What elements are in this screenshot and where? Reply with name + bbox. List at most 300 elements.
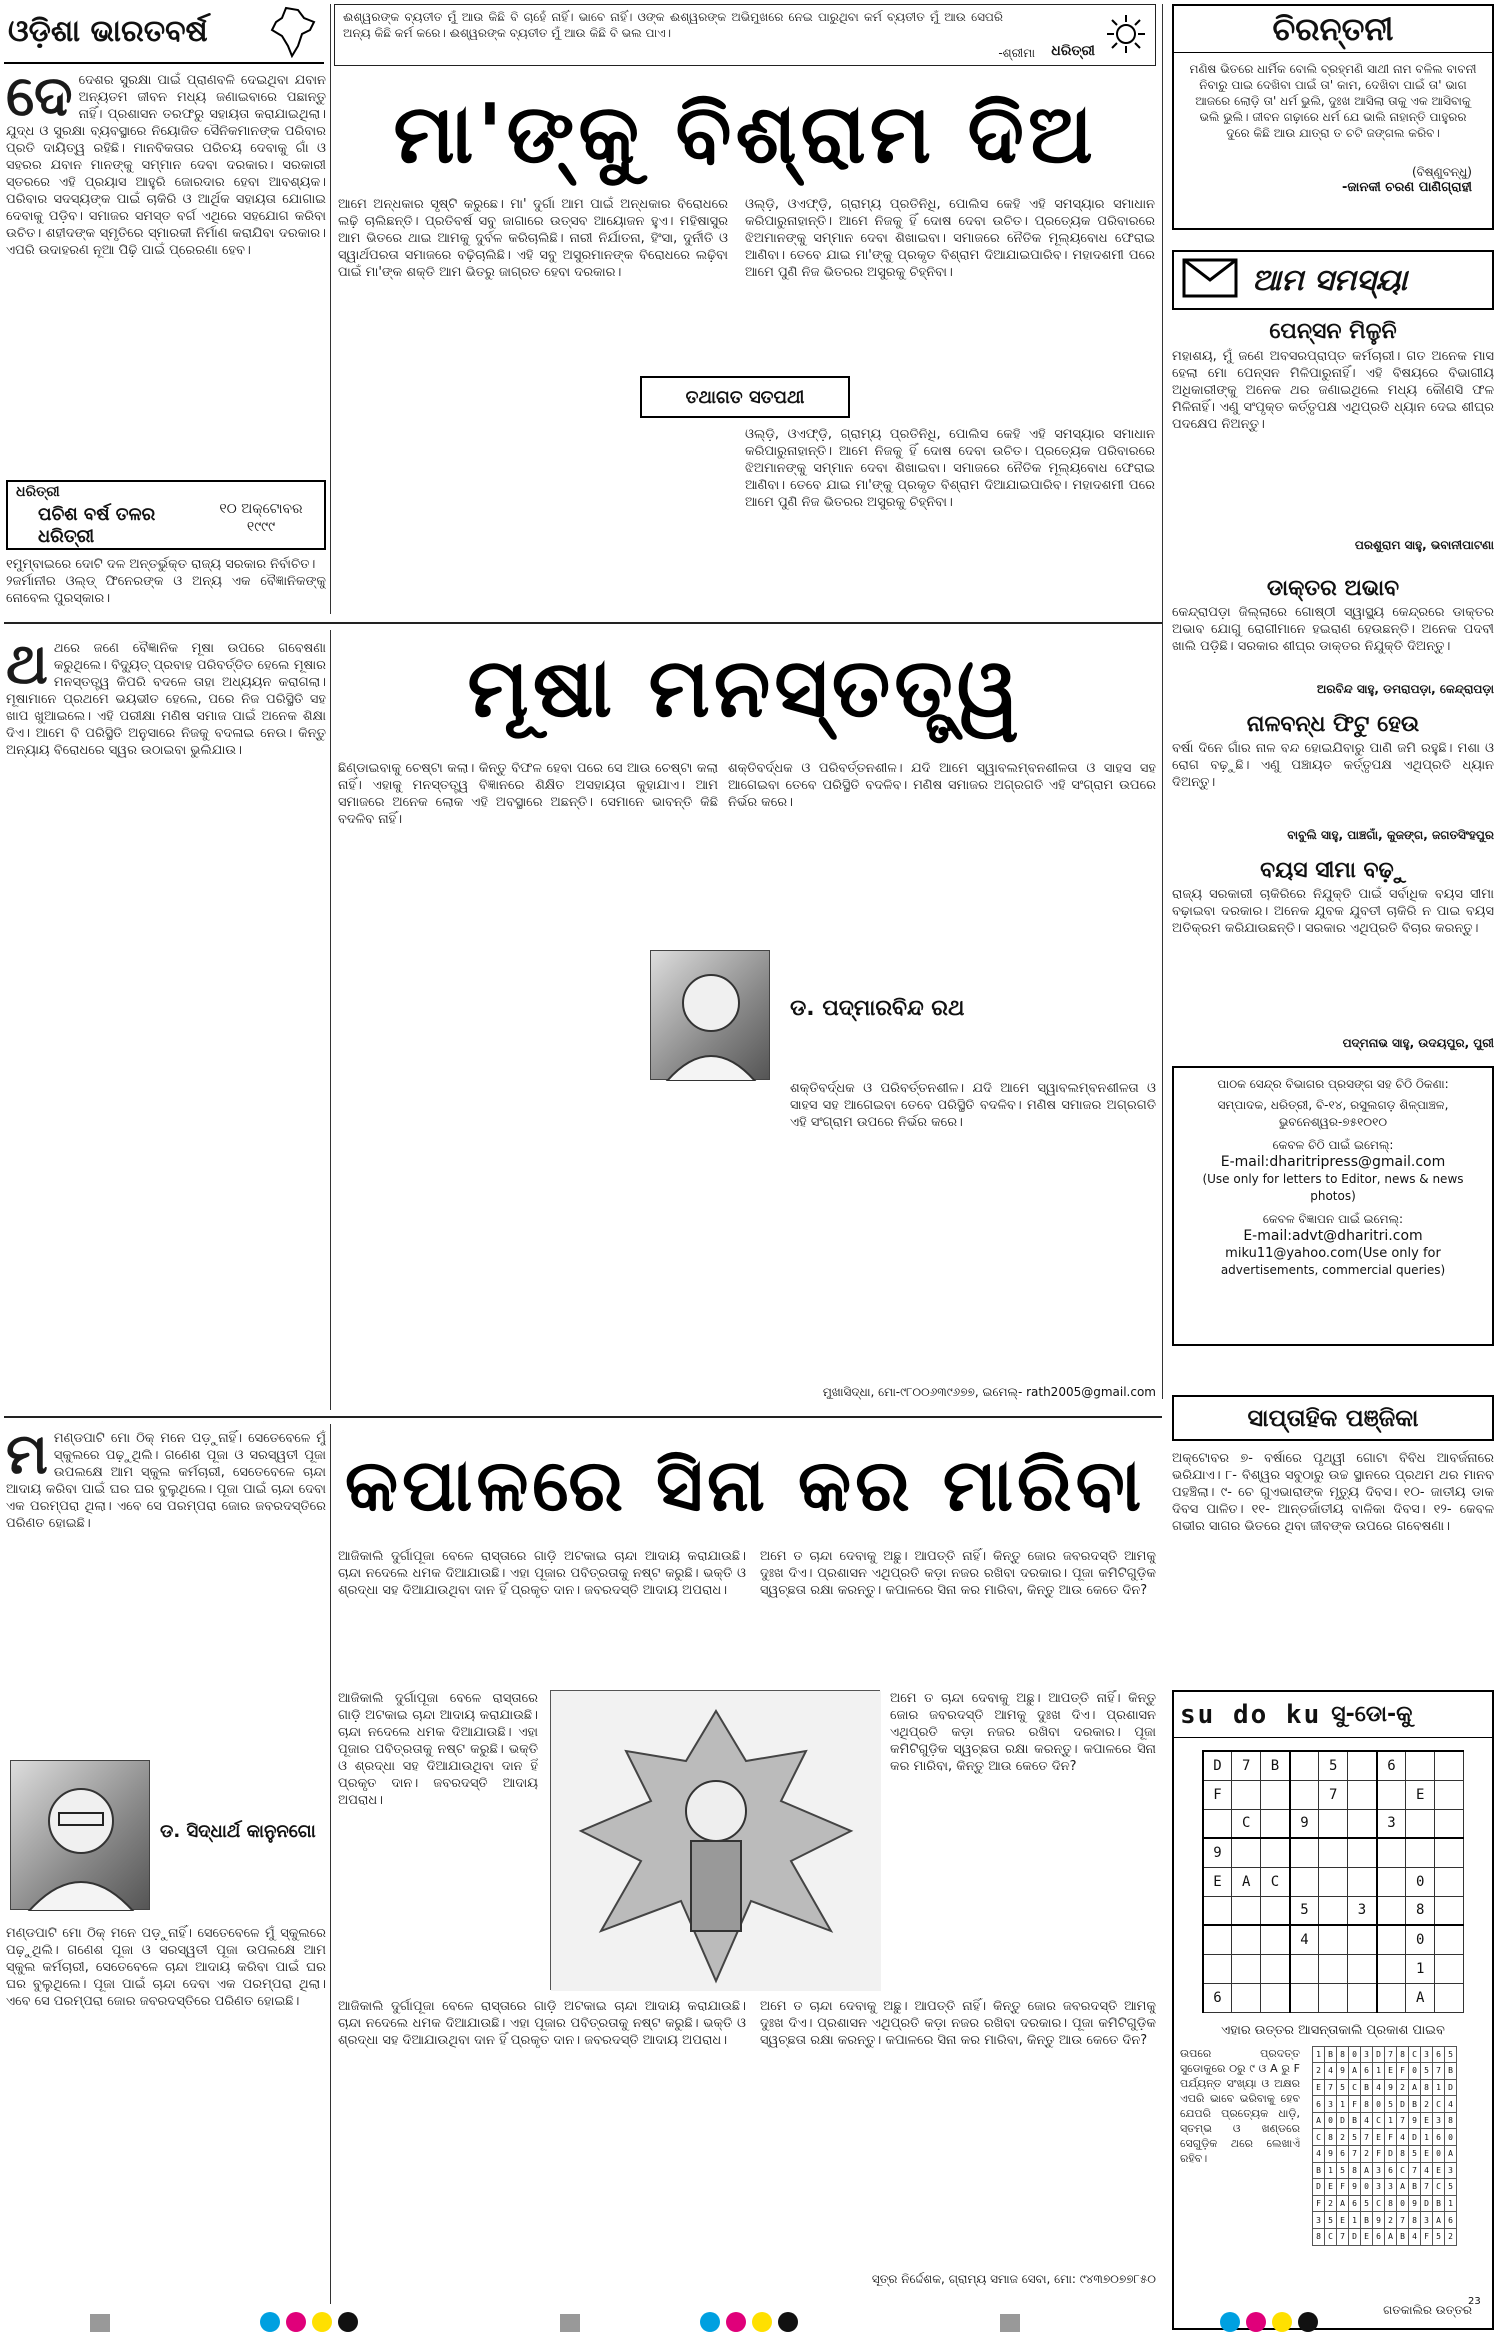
logo-text: ଓଡ଼ିଶା ଭାରତବର୍ଷ: [8, 14, 208, 49]
solution-cell: A: [1385, 2228, 1397, 2245]
color-dot-black: [1298, 2312, 1318, 2332]
solution-cell: 1: [1337, 2096, 1349, 2113]
solution-cell: 9: [1337, 2063, 1349, 2080]
grey-mark: [90, 2314, 110, 2332]
sudoku-cell: [1203, 1896, 1232, 1925]
solution-cell: 5: [1385, 2096, 1397, 2113]
letter-author: ପଦ୍ମନାଭ ସାହୁ, ଉଦୟପୁର, ପୁରୀ: [1342, 1036, 1494, 1050]
sudoku-title-bar: [1174, 1692, 1492, 1738]
solution-cell: E: [1421, 2145, 1433, 2162]
solution-cell: 1: [1421, 2129, 1433, 2146]
solution-cell: A: [1313, 2112, 1325, 2129]
sudoku-cell: 0: [1406, 1925, 1435, 1954]
solution-cell: 5: [1445, 2046, 1457, 2063]
chirantani-author: -ଜାନକୀ ଚରଣ ପାଣିଗ୍ରାହୀ: [1342, 180, 1472, 195]
solution-cell: E: [1325, 2179, 1337, 2196]
solution-cell: 6: [1361, 2063, 1373, 2080]
solution-cell: 6: [1433, 2129, 1445, 2146]
sudoku-cell: D: [1203, 1751, 1232, 1780]
musha-signature: ମୁଖାସିଦ୍ଧା, ମୋ-୯୮୦୦୬୩୯୬୭୭, ଇମେଲ୍- rath2005@gmail.com: [822, 1385, 1156, 1399]
solution-cell: B: [1445, 2063, 1457, 2080]
sudoku-cell: [1203, 1954, 1232, 1983]
solution-cell: 8: [1349, 2162, 1361, 2179]
color-dot-black: [338, 2312, 358, 2332]
sudoku-cell: [1348, 1954, 1377, 1983]
dropcap: ଦେ: [6, 72, 73, 129]
letter-text: ରାଜ୍ୟ ସରକାରୀ ଚାକିରିରେ ନିଯୁକ୍ତି ପାଇଁ ସର୍ବାଧିକ ବୟସ ସୀମା ବଢ଼ାଇବା ଦରକାର। ଅନେକ ଯୁବକ ଯୁବତୀ ଚାକିରି ନ ପାଇ ବୟସ ଅତିକ୍ରମ କରିଯାଉଛନ୍ତି। ସରକାର ଏଥିପ୍ରତି ବିଚାର କରନ୍ତୁ।: [1172, 887, 1494, 936]
sudoku-cell: A: [1232, 1867, 1261, 1896]
kapal-signature: ସୂତ୍ର ନିର୍ଦ୍ଦେଶକ, ଗ୍ରାମ୍ୟ ସମାଜ ସେବା, ମୋ: ୯୪୩୭୦୭୭୮୫୦: [871, 2272, 1156, 2286]
contact-email[interactable]: miku11@yahoo.com(Use only for: [1225, 1246, 1441, 1261]
sudoku-prev-label: ଗତକାଲିର ଉତ୍ତର: [1383, 2303, 1472, 2317]
sudoku-cell: [1203, 1925, 1232, 1954]
solution-cell: 7: [1337, 2228, 1349, 2245]
solution-cell: 1: [1385, 2112, 1397, 2129]
musha-byline: ଡ. ପଦ୍ମାରବିନ୍ଦ ରଥ: [790, 996, 965, 1021]
contact-intro: ପାଠକ ସେନ୍ଦ୍ର ବିଭାଗର ପ୍ରସଙ୍ଗ ସହ ଚିଠି ଠିକଣା:: [1217, 1077, 1449, 1091]
solution-cell: B: [1361, 2212, 1373, 2229]
solution-cell: 9: [1409, 2195, 1421, 2212]
letter-doctor: [1172, 574, 1494, 704]
solution-cell: A: [1397, 2179, 1409, 2196]
quote-text: ଈଶ୍ୱରଙ୍କ ବ୍ୟତୀତ ମୁଁ ଆଉ କିଛି ବି ଚାହେଁ ନାହିଁ। ଭାବେ ନାହିଁ। ଓଙ୍କ ଈଶ୍ୱରଙ୍କ ଅଭିମୁଖରେ ନେଇ ପାରୁଥିବା କର୍ମ ବ୍ୟତୀତ ମୁଁ ଆଉ ସେପରି ଅନ୍ୟ କିଛି କର୍ମ କରେ। ଈଶ୍ୱରଙ୍କ ବ୍ୟତୀତ ମୁଁ ଆଉ କିଛି ବି ଭଲ ପାଏ।: [343, 10, 1003, 40]
solution-cell: E: [1361, 2228, 1373, 2245]
color-dot-yellow: [752, 2312, 772, 2332]
quote-brand: ଧରିତ୍ରୀ: [1051, 43, 1095, 59]
solution-cell: 7: [1409, 2162, 1421, 2179]
musha-col3b: ଶକ୍ତିବର୍ଦ୍ଧକ ଓ ପରିବର୍ତ୍ତନଶୀଳ। ଯଦି ଆମେ ସ୍ୱାବଲମ୍ବନଶୀଳତା ଓ ସାହସ ସହ ଆଗେଇବା ତେବେ ପରିସ୍ଥିତି ବଦଳିବ। ମଣିଷ ସମାଜର ଅଗ୍ରଗତି ଏହି ସଂଗ୍ରାମ ଉପରେ ନିର୍ଭର କରେ।: [790, 1081, 1156, 1130]
sun-emblem-icon: [1105, 13, 1147, 55]
solution-cell: 8: [1409, 2212, 1421, 2229]
solution-cell: A: [1349, 2063, 1361, 2080]
sudoku-cell: [1377, 1838, 1406, 1867]
solution-cell: C: [1373, 2112, 1385, 2129]
solution-cell: 2: [1445, 2228, 1457, 2245]
sudoku-cell: [1232, 1983, 1261, 2012]
print-marks-cmyk-2: [700, 2312, 804, 2332]
print-marks-mid: [560, 2314, 580, 2332]
solution-cell: C: [1409, 2046, 1421, 2063]
contact-note: (Use only for letters to Editor, news & news photos): [1202, 1172, 1464, 1203]
solution-cell: A: [1445, 2145, 1457, 2162]
sudoku-cell: 9: [1290, 1809, 1319, 1838]
sudoku-cell: [1377, 1925, 1406, 1954]
solution-cell: 3: [1421, 2046, 1433, 2063]
solution-cell: 5: [1445, 2179, 1457, 2196]
letter-drain: [1172, 710, 1494, 850]
solution-cell: 3: [1385, 2179, 1397, 2196]
contact-email-label: କେବଳ ଚିଠି ପାଇଁ ଇମେଲ୍:: [1272, 1138, 1394, 1152]
sudoku-cell: 4: [1290, 1925, 1319, 1954]
solution-cell: C: [1325, 2228, 1337, 2245]
solution-cell: D: [1397, 2096, 1409, 2113]
quote-box: [334, 4, 1156, 66]
sudoku-cell: 9: [1203, 1838, 1232, 1867]
sudoku-cell: [1377, 1867, 1406, 1896]
solution-cell: 8: [1397, 2046, 1409, 2063]
solution-cell: 3: [1373, 2162, 1385, 2179]
india-map-icon: [268, 6, 318, 58]
letter-title: ବୟସ ସୀମା ବଢ଼ୁ: [1260, 858, 1406, 883]
solution-cell: 7: [1325, 2079, 1337, 2096]
solution-cell: F: [1349, 2096, 1361, 2113]
sudoku-cell: [1406, 1751, 1435, 1780]
solution-cell: 2: [1361, 2145, 1373, 2162]
solution-cell: 7: [1349, 2145, 1361, 2162]
print-marks-left: [90, 2314, 110, 2332]
solution-cell: 9: [1349, 2179, 1361, 2196]
solution-cell: 0: [1445, 2129, 1457, 2146]
letters-section-title: ଆମ ସମସ୍ୟା: [1252, 262, 1408, 298]
sudoku-cell: 7: [1232, 1751, 1261, 1780]
solution-cell: 1: [1313, 2046, 1325, 2063]
sudoku-cell: [1290, 1983, 1319, 2012]
solution-cell: 2: [1385, 2212, 1397, 2229]
solution-cell: D: [1313, 2179, 1325, 2196]
sudoku-title-or: ସୁ-ଡୋ-କୁ: [1331, 1702, 1413, 1727]
solution-cell: B: [1361, 2079, 1373, 2096]
sudoku-cell: C: [1232, 1809, 1261, 1838]
solution-cell: 3: [1325, 2096, 1337, 2113]
solution-cell: F: [1373, 2145, 1385, 2162]
color-dot-cyan: [1220, 2312, 1240, 2332]
envelope-icon: [1182, 258, 1238, 302]
solution-cell: 3: [1373, 2179, 1385, 2196]
solution-cell: D: [1349, 2228, 1361, 2245]
sudoku-cell: [1406, 1809, 1435, 1838]
sudoku-cell: [1232, 1780, 1261, 1809]
badge-items: [6, 556, 326, 616]
solution-cell: 8: [1445, 2112, 1457, 2129]
letter-age: [1172, 856, 1494, 1056]
solution-cell: 3: [1313, 2212, 1325, 2229]
solution-cell: 8: [1313, 2228, 1325, 2245]
chirantani-title: ଚିରନ୍ତନୀ: [1174, 6, 1492, 53]
sudoku-cell: 7: [1319, 1780, 1348, 1809]
solution-cell: 6: [1433, 2046, 1445, 2063]
letter-title: ଡାକ୍ତର ଅଭାବ: [1266, 576, 1400, 601]
contact-email-label: କେବଳ ବିଜ୍ଞାପନ ପାଇଁ ଇମେଲ୍:: [1262, 1212, 1404, 1226]
sudoku-cell: [1319, 1983, 1348, 2012]
kapal-col1b: ମଣ୍ଡପାଟି ମୋ ଠିକ୍ ମନେ ପଡ଼ୁନାହିଁ। ସେତେବେଳେ ମୁଁ ସ୍କୁଲରେ ପଢ଼ୁଥିଲି। ଗଣେଶ ପୂଜା ଓ ସରସ୍ୱତୀ ପୂଜା ଉପଲକ୍ଷେ ଆମ ସ୍କୁଲ କର୍ମଚାରୀ, ସେତେବେଳେ ଚାନ୍ଦା ଆଦାୟ କରିବା ପାଇଁ ଘର ଘର ବୁଲୁଥିଲେ। ପୂଜା ପାଇଁ ଚାନ୍ଦା ଦେବା ଏକ ପରମ୍ପରା ଥିଲା। ଏବେ ସେ ପରମ୍ପରା ଜୋର ଜବରଦସ୍ତିରେ ପରିଣତ ହୋଇଛି।: [6, 1926, 326, 2009]
sudoku-cell: [1319, 1925, 1348, 1954]
letter-author: ଅରବିନ୍ଦ ସାହୁ, ଡମରାପଡ଼ା, କେନ୍ଦ୍ରାପଡ଼ା: [1316, 682, 1494, 696]
solution-cell: D: [1385, 2145, 1397, 2162]
solution-cell: C: [1349, 2079, 1361, 2096]
solution-cell: 2: [1313, 2063, 1325, 2080]
badge-item: ୧ମୁମ୍ବାଇରେ ଦୋଟି ଦଳ ଅନ୍ତର୍ଭୁକ୍ତ ରାଜ୍ୟ ସରକାର ନିର୍ବାଚିତ।: [6, 557, 316, 572]
solution-cell: 2: [1421, 2096, 1433, 2113]
sudoku-cell: [1435, 1780, 1464, 1809]
durga-idol-photo: [550, 1690, 880, 1990]
solution-cell: E: [1385, 2063, 1397, 2080]
sudoku-cell: [1319, 1867, 1348, 1896]
sudoku-rules: ଉପରେ ପ୍ରଦତ୍ତ ସୁଡୋକୁରେ ୦ରୁ ୯ ଓ A ରୁ F ପର୍ଯ୍ୟନ୍ତ ସଂଖ୍ୟା ଓ ଅକ୍ଷର ଏପରି ଭାବେ ଭରିବାକୁ ହେବ ଯେପରି ପ୍ରତ୍ୟେକ ଧାଡ଼ି, ସ୍ତମ୍ଭ ଓ ଖଣ୍ଡରେ ସେଗୁଡ଼ିକ ଥରେ ଲେଖାଏଁ ରହିବ।: [1180, 2046, 1300, 2165]
sudoku-cell: C: [1261, 1867, 1290, 1896]
solution-cell: 4: [1313, 2145, 1325, 2162]
kapal-col3a: ଅମେ ତ ଚାନ୍ଦା ଦେବାକୁ ଅଛୁ। ଆପତ୍ତି ନାହିଁ। କିନ୍ତୁ ଜୋର ଜବରଦସ୍ତି ଆମକୁ ଦୁଃଖ ଦିଏ। ପ୍ରଶାସନ ଏଥିପ୍ରତି କଡ଼ା ନଜର ରଖିବା ଦରକାର। ପୂଜା କମିଟିଗୁଡ଼ିକ ସ୍ୱଚ୍ଛତା ରକ୍ଷା କରନ୍ତୁ। କପାଳରେ ସିନା କର ମାରିବା, କିନ୍ତୁ ଆଉ କେତେ ଦିନ?: [890, 1691, 1156, 1774]
sudoku-cell: [1290, 1838, 1319, 1867]
letter-author: ବାବୁଲି ସାହୁ, ପାଞ୍ଚଗାଁ, କୁଜଙ୍ଗ, ଜଗତସିଂହପୁର: [1287, 828, 1494, 842]
solution-cell: 3: [1433, 2112, 1445, 2129]
sudoku-cell: [1348, 1838, 1377, 1867]
solution-cell: E: [1421, 2112, 1433, 2129]
kapal-col1-text: ମଣ୍ଡପାଟି ମୋ ଠିକ୍ ମନେ ପଡ଼ୁନାହିଁ। ସେତେବେଳେ ମୁଁ ସ୍କୁଲରେ ପଢ଼ୁଥିଲି। ଗଣେଶ ପୂଜା ଓ ସରସ୍ୱତୀ ପୂଜା ଉପଲକ୍ଷେ ଆମ ସ୍କୁଲ କର୍ମଚାରୀ, ସେତେବେଳେ ଚାନ୍ଦା ଆଦାୟ କରିବା ପାଇଁ ଘର ଘର ବୁଲୁଥିଲେ। ପୂଜା ପାଇଁ ଚାନ୍ଦା ଦେବା ଏକ ପରମ୍ପରା ଥିଲା। ଏବେ ସେ ପରମ୍ପରା ଜୋର ଜବରଦସ୍ତିରେ ପରିଣତ ହୋଇଛି।: [6, 1431, 326, 1531]
badge-title: ପଚିଶ ବର୍ଷ ତଳର ଧରିତ୍ରୀ: [38, 504, 156, 547]
solution-cell: 1: [1445, 2195, 1457, 2212]
kapal-col3: ଅମେ ତ ଚାନ୍ଦା ଦେବାକୁ ଅଛୁ। ଆପତ୍ତି ନାହିଁ। କିନ୍ତୁ ଜୋର ଜବରଦସ୍ତି ଆମକୁ ଦୁଃଖ ଦିଏ। ପ୍ରଶାସନ ଏଥିପ୍ରତି କଡ଼ା ନଜର ରଖିବା ଦରକାର। ପୂଜା କମିଟିଗୁଡ଼ିକ ସ୍ୱଚ୍ଛତା ରକ୍ଷା କରନ୍ତୁ। କପାଳରେ ସିନା କର ମାରିବା, କିନ୍ତୁ ଆଉ କେତେ ଦିନ?: [760, 1549, 1156, 1598]
contact-email[interactable]: E-mail:dharitripress@gmail.com: [1220, 1154, 1446, 1170]
editorial-left: [6, 72, 326, 472]
solution-cell: 8: [1361, 2096, 1373, 2113]
kapal-col2b: ଆଜିକାଲି ଦୁର୍ଗାପୂଜା ବେଳେ ରାସ୍ତାରେ ଗାଡ଼ି ଅଟକାଇ ଚାନ୍ଦା ଆଦାୟ କରାଯାଉଛି। ଚାନ୍ଦା ନଦେଲେ ଧମକ ଦିଆଯାଉଛି। ଏହା ପୂଜାର ପବିତ୍ରତାକୁ ନଷ୍ଟ କରୁଛି। ଭକ୍ତି ଓ ଶ୍ରଦ୍ଧା ସହ ଦିଆଯାଉଥିବା ଦାନ ହିଁ ପ୍ରକୃତ ଦାନ। ଜବରଦସ୍ତି ଆଦାୟ ଅପରାଧ।: [338, 1999, 746, 2048]
print-marks-cmyk-1: [260, 2312, 364, 2332]
solution-cell: D: [1421, 2195, 1433, 2212]
solution-cell: 0: [1433, 2145, 1445, 2162]
solution-cell: 1: [1349, 2212, 1361, 2229]
solution-cell: C: [1397, 2162, 1409, 2179]
sudoku-cell: [1319, 1809, 1348, 1838]
color-dot-magenta: [286, 2312, 306, 2332]
solution-cell: 6: [1349, 2195, 1361, 2212]
sudoku-cell: [1377, 1896, 1406, 1925]
solution-cell: 5: [1421, 2063, 1433, 2080]
sudoku-grid: [1202, 1750, 1465, 2013]
solution-cell: C: [1313, 2129, 1325, 2146]
color-dot-cyan: [700, 2312, 720, 2332]
solution-cell: 4: [1397, 2129, 1409, 2146]
solution-cell: D: [1373, 2046, 1385, 2063]
sudoku-answer-note: ଏହାର ଉତ୍ତର ଆସନ୍ତାକାଲି ପ୍ରକାଶ ପାଇବ: [1221, 2022, 1445, 2038]
sudoku-cell: 6: [1203, 1983, 1232, 2012]
quote-author: -ଶ୍ରୀମା: [998, 46, 1035, 60]
sudoku-cell: [1435, 1954, 1464, 1983]
solution-cell: A: [1409, 2079, 1421, 2096]
solution-cell: 4: [1325, 2063, 1337, 2080]
kapal-col2a: ଆଜିକାଲି ଦୁର୍ଗାପୂଜା ବେଳେ ରାସ୍ତାରେ ଗାଡ଼ି ଅଟକାଇ ଚାନ୍ଦା ଆଦାୟ କରାଯାଉଛି। ଚାନ୍ଦା ନଦେଲେ ଧମକ ଦିଆଯାଉଛି। ଏହା ପୂଜାର ପବିତ୍ରତାକୁ ନଷ୍ଟ କରୁଛି। ଭକ୍ତି ଓ ଶ୍ରଦ୍ଧା ସହ ଦିଆଯାଉଥିବା ଦାନ ହିଁ ପ୍ରକୃତ ଦାନ। ଜବରଦସ୍ତି ଆଦାୟ ଅପରାଧ।: [338, 1691, 538, 1808]
color-dot-yellow: [1272, 2312, 1292, 2332]
solution-cell: 5: [1337, 2079, 1349, 2096]
chirantani-text: ମଣିଷ ଭିତରେ ଧାର୍ମିକ ବୋଲି ବ୍ରହ୍ମଣି ସାଥୀ ନାମ ବଳିଲ ବାବନୀ ନିବାରୁ ପାଇ ଦେଖିବା ପାଇଁ ତା' କାମ, ଦେଖିବା ପାଇଁ ତା' ଭାଗ ଆଜରେ ଲୋଡ଼ି ତା' ଧର୍ମ ଭୁଲି, ଦୁଃଖ ଆସିଲା ତାକୁ ଏକ ଆସିବାକୁ ଭଲି ଭୁଲି। ଜୀବନ ଗଢ଼ାରେ ଧର୍ମ ଯେ ଭାଲି ନାହାନ୍ତି ପାହୁରର ଦୁରେ କିଛି ଆଉ ଯାତ୍ରା ତ ଚଟି ଜଙ୍ଗଲ କରିବ।: [1189, 62, 1477, 140]
solution-cell: 4: [1409, 2228, 1421, 2245]
sudoku-cell: [1435, 1896, 1464, 1925]
solution-cell: 5: [1325, 2212, 1337, 2229]
solution-cell: 7: [1433, 2063, 1445, 2080]
sudoku-cell: [1435, 1838, 1464, 1867]
sudoku-cell: E: [1406, 1780, 1435, 1809]
solution-cell: A: [1433, 2212, 1445, 2229]
solution-cell: E: [1373, 2129, 1385, 2146]
kapal-col2: ଆଜିକାଲି ଦୁର୍ଗାପୂଜା ବେଳେ ରାସ୍ତାରେ ଗାଡ଼ି ଅଟକାଇ ଚାନ୍ଦା ଆଦାୟ କରାଯାଉଛି। ଚାନ୍ଦା ନଦେଲେ ଧମକ ଦିଆଯାଉଛି। ଏହା ପୂଜାର ପବିତ୍ରତାକୁ ନଷ୍ଟ କରୁଛି। ଭକ୍ତି ଓ ଶ୍ରଦ୍ଧା ସହ ଦିଆଯାଉଥିବା ଦାନ ହିଁ ପ୍ରକୃତ ଦାନ। ଜବରଦସ୍ତି ଆଦାୟ ଅପରାଧ।: [338, 1549, 746, 1598]
solution-cell: 8: [1397, 2145, 1409, 2162]
panjika-title: ସାପ୍ତାହିକ ପଞ୍ଜିକା: [1247, 1404, 1419, 1432]
sudoku-cell: [1435, 1809, 1464, 1838]
letters-header: [1172, 250, 1494, 310]
sudoku-cell: A: [1406, 1983, 1435, 2012]
solution-cell: 2: [1325, 2195, 1337, 2212]
panjika-text: ଅକ୍ଟୋବର ୭- ବର୍ଷାରେ ପୃଥ୍ୱୀ ଗୋଟା ବିବିଧ ଆବର୍ଜନାରେ ଭରିଯାଏ। ୮- ବିଶ୍ୱର ସବୁଠାରୁ ଉଚ୍ଚ ସ୍ଥାନରେ ପ୍ରଥମ ଥର ମାନବ ପହଞ୍ଚିଲା। ୯- ଚେ ଗୁଏଭାରାଙ୍କ ମୃତ୍ୟୁ ଦିବସ। ୧୦- ଜାତୀୟ ଡାକ ଦିବସ ପାଳିତ। ୧୧- ଆନ୍ତର୍ଜାତୀୟ ବାଳିକା ଦିବସ। ୧୨- କେବଳ ଗଭୀର ସାଗର ଭିତରେ ଥିବା ଜୀବଙ୍କ ଉପରେ ଗବେଷଣା।: [1172, 1451, 1494, 1534]
sudoku-box: [1172, 1690, 1494, 2330]
solution-cell: 5: [1433, 2228, 1445, 2245]
solution-cell: 0: [1409, 2063, 1421, 2080]
sudoku-cell: 8: [1406, 1896, 1435, 1925]
maa-byline-text: ତଥାଗତ ସତପଥୀ: [685, 386, 805, 408]
chirantani-credit: (ବିଷ୍ଣୁବନ୍ଧୁ): [1411, 165, 1472, 179]
solution-cell: 1: [1373, 2063, 1385, 2080]
sudoku-title-en: su do ku: [1180, 1699, 1322, 1730]
solution-cell: 5: [1349, 2129, 1361, 2146]
sudoku-cell: [1435, 1751, 1464, 1780]
solution-cell: 9: [1373, 2212, 1385, 2229]
musha-col1-text: ଥରେ ଜଣେ ବୈଜ୍ଞାନିକ ମୂଷା ଉପରେ ଗବେଷଣା କରୁଥିଲେ। ବିଦ୍ୟୁତ୍ ପ୍ରବାହ ପରିବର୍ତ୍ତିତ ହେଲେ ମୂଷାର ମନସ୍ତତ୍ତ୍ୱ କିପରି ବଦଳେ ତାହା ଅଧ୍ୟୟନ କରାଗଲା। ମୂଷାମାନେ ପ୍ରଥମେ ଭୟଭୀତ ହେଲେ, ପରେ ନିଜ ପରିସ୍ଥିତି ସହ ଖାପ ଖୁଆଇଲେ। ଏହି ପରୀକ୍ଷା ମଣିଷ ସମାଜ ପାଇଁ ଅନେକ ଶିକ୍ଷା ଦିଏ। ଆମେ ବି ପରିସ୍ଥିତି ଅନୁସାରେ ନିଜକୁ ବଦଳାଇ ନେଉ। କିନ୍ତୁ ଅନ୍ୟାୟ ବିରୋଧରେ ସ୍ୱର ଉଠାଇବା ଭୁଲିଯାଉ।: [6, 641, 326, 758]
solution-cell: D: [1445, 2079, 1457, 2096]
contact-email[interactable]: E-mail:advt@dharitri.com: [1243, 1228, 1423, 1244]
solution-cell: B: [1409, 2096, 1421, 2113]
sudoku-cell: [1319, 1838, 1348, 1867]
sudoku-cell: [1377, 1780, 1406, 1809]
sudoku-cell: [1406, 1838, 1435, 1867]
solution-cell: 6: [1445, 2212, 1457, 2229]
sudoku-cell: E: [1203, 1867, 1232, 1896]
solution-cell: 2: [1397, 2079, 1409, 2096]
color-dot-magenta: [726, 2312, 746, 2332]
sudoku-cell: [1348, 1925, 1377, 1954]
sudoku-cell: [1290, 1780, 1319, 1809]
contact-address: ସମ୍ପାଦକ, ଧରିତ୍ରୀ, ବି-୧୪, ରସୁଲଗଡ଼ ଶିଳ୍ପାଞ୍ଚଳ, ଭୁବନେଶ୍ୱର-୭୫୧୦୧୦: [1217, 1098, 1449, 1129]
solution-cell: 9: [1325, 2145, 1337, 2162]
sudoku-cell: [1261, 1896, 1290, 1925]
solution-cell: 3: [1361, 2046, 1373, 2063]
solution-cell: 9: [1409, 2112, 1421, 2129]
solution-cell: E: [1313, 2079, 1325, 2096]
solution-cell: 4: [1373, 2079, 1385, 2096]
solution-cell: 7: [1397, 2112, 1409, 2129]
solution-cell: 0: [1397, 2195, 1409, 2212]
maa-col1: ଆମେ ଅନ୍ଧକାର ସୃଷ୍ଟି କରୁଛେ। ମା' ଦୁର୍ଗା ଆମ ପାଇଁ ଅନ୍ଧକାର ବିରୋଧରେ ଲଢ଼ି ଚାଲିଛନ୍ତି। ପ୍ରତିବର୍ଷ ସବୁ ଜାଗାରେ ଉତ୍ସବ ଆୟୋଜନ ହୁଏ। ମହିଷାସୁର ଆମ ଭିତରେ ଥାଇ ଆମକୁ ଦୁର୍ବଳ କରିଚାଲିଛି। ନାରୀ ନିର୍ଯାତନା, ହିଂସା, ଦୁର୍ନୀତି ଓ ସ୍ୱାର୍ଥପରତା ସମାଜରେ ବଢ଼ିଚାଲିଛି। ଏହି ସବୁ ଅସୁରମାନଙ୍କ ବିରୋଧରେ ଲଢ଼ିବା ପାଇଁ ମା'ଙ୍କ ଶକ୍ତି ଆମ ଭିତରୁ ଜାଗ୍ରତ ହେବା ଦରକାର।: [338, 197, 728, 280]
sudoku-solution: [1312, 2046, 1457, 2246]
sudoku-cell: [1261, 1983, 1290, 2012]
musha-col1: [6, 640, 326, 1410]
badge-brand: ଧରିତ୍ରୀ: [16, 484, 60, 500]
kapal-col3b: ଅମେ ତ ଚାନ୍ଦା ଦେବାକୁ ଅଛୁ। ଆପତ୍ତି ନାହିଁ। କିନ୍ତୁ ଜୋର ଜବରଦସ୍ତି ଆମକୁ ଦୁଃଖ ଦିଏ। ପ୍ରଶାସନ ଏଥିପ୍ରତି କଡ଼ା ନଜର ରଖିବା ଦରକାର। ପୂଜା କମିଟିଗୁଡ଼ିକ ସ୍ୱଚ୍ଛତା ରକ୍ଷା କରନ୍ତୁ। କପାଳରେ ସିନା କର ମାରିବା, କିନ୍ତୁ ଆଉ କେତେ ଦିନ?: [760, 1999, 1156, 2048]
print-marks-right: [1000, 2314, 1020, 2332]
grey-mark: [1000, 2314, 1020, 2332]
solution-cell: A: [1361, 2162, 1373, 2179]
solution-cell: 8: [1325, 2129, 1337, 2146]
author-photo-rath: [650, 950, 770, 1080]
solution-cell: 1: [1325, 2162, 1337, 2179]
solution-cell: 6: [1337, 2145, 1349, 2162]
solution-cell: C: [1433, 2179, 1445, 2196]
letter-text: ବର୍ଷା ଦିନେ ଗାଁର ନାଳ ବନ୍ଦ ହୋଇଯିବାରୁ ପାଣି ଜମି ରହୁଛି। ମଶା ଓ ରୋଗ ବଢ଼ୁଛି। ଏଣୁ ପଞ୍ଚାୟତ କର୍ତ୍ତୃପକ୍ଷ ଏଥିପ୍ରତି ଧ୍ୟାନ ଦିଅନ୍ତୁ।: [1172, 741, 1494, 790]
sudoku-cell: [1348, 1983, 1377, 2012]
color-dot-magenta: [1246, 2312, 1266, 2332]
masthead-logo: [4, 4, 324, 64]
sudoku-cell: [1261, 1838, 1290, 1867]
badge-date: ୧୦ ଅକ୍ଟୋବର ୧୯୯୯: [219, 501, 303, 535]
sudoku-cell: [1377, 1983, 1406, 2012]
sudoku-cell: [1261, 1954, 1290, 1983]
sudoku-cell: [1232, 1954, 1261, 1983]
sudoku-cell: 5: [1319, 1751, 1348, 1780]
sudoku-cell: [1435, 1867, 1464, 1896]
solution-cell: 8: [1385, 2195, 1397, 2212]
sudoku-cell: [1319, 1954, 1348, 1983]
sudoku-cell: [1290, 1751, 1319, 1780]
solution-cell: F: [1313, 2195, 1325, 2212]
solution-cell: 7: [1397, 2212, 1409, 2229]
solution-cell: 5: [1337, 2162, 1349, 2179]
print-marks-cmyk-3: [1220, 2312, 1324, 2332]
grey-mark: [560, 2314, 580, 2332]
solution-cell: E: [1337, 2212, 1349, 2229]
solution-cell: 4: [1445, 2096, 1457, 2113]
color-dot-black: [778, 2312, 798, 2332]
color-dot-yellow: [312, 2312, 332, 2332]
letter-pension: [1172, 316, 1494, 571]
solution-cell: 8: [1421, 2079, 1433, 2096]
solution-cell: A: [1337, 2195, 1349, 2212]
color-dot-cyan: [260, 2312, 280, 2332]
editorial-left-text: ଦେଶର ସୁରକ୍ଷା ପାଇଁ ପ୍ରାଣବଳି ଦେଇଥିବା ଯବାନ ଅନ୍ୟତମ ଜୀବନ ମଧ୍ୟ ଜଣାଇବାରେ ପଛାନ୍ତୁ ନାହିଁ। ପ୍ରଶାସନ ତରଫରୁ ସହାୟତା କରାଯାଇଥିଲା। ଯୁଦ୍ଧ ଓ ସୁରକ୍ଷା ବ୍ୟବସ୍ଥାରେ ନିୟୋଜିତ ସୈନିକମାନଙ୍କ ପରିବାର ପ୍ରତି ଦାୟିତ୍ୱ ରହିଛି। ମାନବିକତାର ପରିଚୟ ଦେବାକୁ ଗାଁ ଓ ସହରର ଯବାନ ମାନଙ୍କୁ ସମ୍ମାନ ଦେବା ଦରକାର। ସରକାରୀ ସ୍ତରରେ ଏହି ପ୍ରୟାସ ଆହୁରି ଜୋରଦାର ହେବା ଆବଶ୍ୟକ। ପରିବାର ସଦସ୍ୟଙ୍କ ପାଇଁ ଚାକିରି ଓ ଆର୍ଥିକ ସହାୟତା ଯୋଗାଇ ଦେବାକୁ ପଡ଼ିବ। ସମାଜର ସମସ୍ତ ବର୍ଗ ଏଥିରେ ସହଯୋଗ କରିବା ଉଚିତ। ଶହୀଦଙ୍କ ସ୍ମୃତିରେ ସ୍ମାରକୀ ନିର୍ମାଣ କରାଯିବା ଦରକାର। ଏପରି ଉଦାହରଣ ନୂଆ ପିଢ଼ି ପାଇଁ ପ୍ରେରଣା ହେବ।: [6, 73, 326, 258]
letter-author: ପରଶୁରାମ ସାହୁ, ଭବାନୀପାଟଣା: [1354, 538, 1494, 552]
solution-cell: 5: [1409, 2145, 1421, 2162]
sudoku-cell: 3: [1377, 1809, 1406, 1838]
letter-title: ନାଳବନ୍ଧ ଫିଟୁ ହେଉ: [1246, 712, 1420, 737]
solution-cell: 0: [1349, 2046, 1361, 2063]
sudoku-cell: [1232, 1925, 1261, 1954]
author-photo-kanungo: [10, 1760, 150, 1910]
page-number: 23: [1468, 2296, 1481, 2307]
solution-cell: B: [1409, 2179, 1421, 2196]
solution-cell: 1: [1433, 2079, 1445, 2096]
solution-cell: D: [1409, 2129, 1421, 2146]
sudoku-cell: [1348, 1809, 1377, 1838]
solution-cell: B: [1313, 2162, 1325, 2179]
sudoku-cell: 5: [1290, 1896, 1319, 1925]
solution-cell: B: [1433, 2195, 1445, 2212]
solution-cell: 4: [1361, 2112, 1373, 2129]
sudoku-cell: [1290, 1867, 1319, 1896]
maa-col2b: ଓଲ୍ଡ଼ି, ଓଏଫ୍ଡ଼ି, ଗ୍ରାମ୍ୟ ପ୍ରତିନିଧି, ପୋଲିସ କେହି ଏହି ସମସ୍ୟାର ସମାଧାନ କରିପାରୁନାହାନ୍ତି। ଆମେ ନିଜକୁ ହିଁ ଦୋଷ ଦେବା ଉଚିତ। ପ୍ରତ୍ୟେକ ପରିବାରରେ ଝିଅମାନଙ୍କୁ ସମ୍ମାନ ଦେବା ଶିଖାଇବା। ସମାଜରେ ନୈତିକ ମୂଲ୍ୟବୋଧ ଫେରାଇ ଆଣିବା। ତେବେ ଯାଇ ମା'ଙ୍କୁ ପ୍ରକୃତ ବିଶ୍ରାମ ଦିଆଯାଇପାରିବ। ମହାଦଶମୀ ପରେ ଆମେ ପୁଣି ନିଜ ଭିତରର ଅସୁରକୁ ଚିହ୍ନିବା।: [745, 427, 1155, 510]
sudoku-cell: [1348, 1780, 1377, 1809]
solution-cell: E: [1433, 2162, 1445, 2179]
kapal-col1: [6, 1430, 326, 1750]
panjika-header: [1172, 1395, 1494, 1441]
letter-text: ମହାଶୟ, ମୁଁ ଜଣେ ଅବସରପ୍ରାପ୍ତ କର୍ମଚାରୀ। ଗତ ଅନେକ ମାସ ହେଲା ମୋ ପେନ୍ସନ ମିଳିପାରୁନାହିଁ। ଏହି ବିଷୟରେ ବିଭାଗୀୟ ଅଧିକାରୀଙ୍କୁ ଅନେକ ଥର ଜଣାଇଥିଲେ ମଧ୍ୟ କୌଣସି ଫଳ ମିଳିନାହିଁ। ଏଣୁ ସଂପୃକ୍ତ କର୍ତ୍ତୃପକ୍ଷ ଏଥିପ୍ରତି ଧ୍ୟାନ ଦେଇ ଶୀଘ୍ର ପଦକ୍ଷେପ ନିଅନ୍ତୁ।: [1172, 349, 1494, 432]
sudoku-cell: [1435, 1925, 1464, 1954]
badge-item: ୨ଜର୍ମାନୀର ଓଲ୍ଡ୍ ଫିନେରଙ୍କ ଓ ଅନ୍ୟ ଏକ ବୈଜ୍ଞାନିକଙ୍କୁ ନୋବେଲ ପୁରସ୍କାର।: [6, 574, 326, 606]
solution-cell: 4: [1421, 2162, 1433, 2179]
sudoku-cell: [1261, 1925, 1290, 1954]
dropcap: ମ: [6, 1430, 48, 1487]
solution-cell: 7: [1385, 2046, 1397, 2063]
solution-cell: F: [1337, 2179, 1349, 2196]
sudoku-cell: [1377, 1954, 1406, 1983]
solution-cell: 5: [1361, 2195, 1373, 2212]
sudoku-cell: [1435, 1983, 1464, 2012]
sudoku-cell: [1261, 1809, 1290, 1838]
solution-cell: 6: [1373, 2228, 1385, 2245]
sudoku-cell: 6: [1377, 1751, 1406, 1780]
headline-musha: ମୂଷା ମନସ୍ତତ୍ତ୍ୱ: [467, 641, 1023, 736]
solution-cell: 9: [1385, 2079, 1397, 2096]
letter-text: କେନ୍ଦ୍ରାପଡ଼ା ଜିଲ୍ଲାରେ ଗୋଷ୍ଠୀ ସ୍ୱାସ୍ଥ୍ୟ କେନ୍ଦ୍ରରେ ଡାକ୍ତର ଅଭାବ ଯୋଗୁ ରୋଗୀମାନେ ହଇରାଣ ହେଉଛନ୍ତି। ଅନେକ ପଦବୀ ଖାଲି ପଡ଼ିଛି। ସରକାର ଶୀଘ୍ର ଡାକ୍ତର ନିଯୁକ୍ତି ଦିଅନ୍ତୁ।: [1172, 605, 1494, 654]
solution-cell: B: [1325, 2046, 1337, 2063]
solution-cell: 7: [1421, 2179, 1433, 2196]
solution-cell: F: [1421, 2228, 1433, 2245]
solution-cell: 3: [1421, 2212, 1433, 2229]
